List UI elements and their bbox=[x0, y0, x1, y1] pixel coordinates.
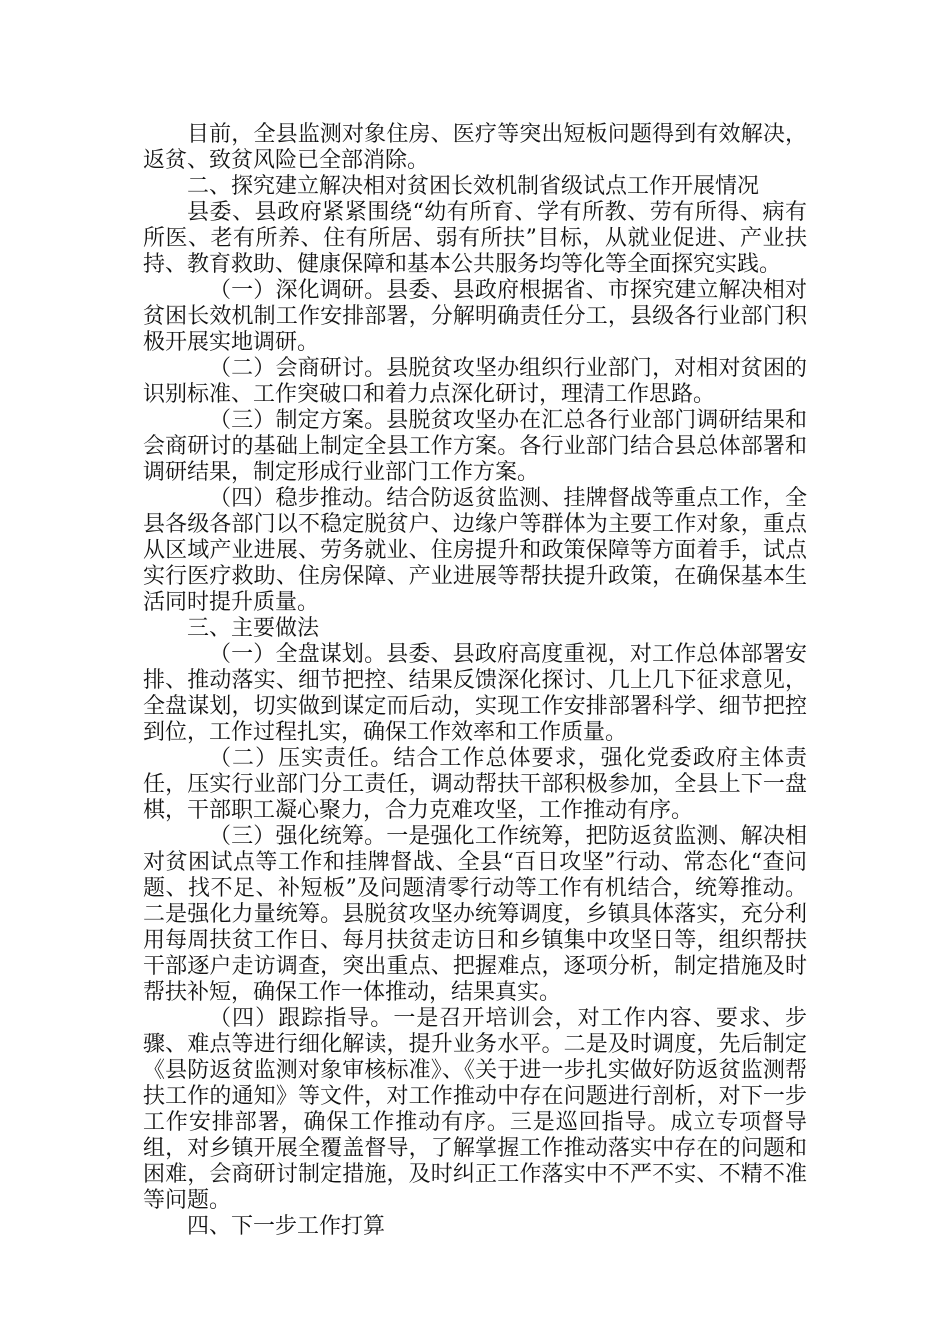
document-body bbox=[143, 122, 807, 1240]
paragraph-conclusion: 目前，全县监测对象住房、医疗等突出短板问题得到有效解决，返贫、致贫风险已全部消除。 bbox=[143, 122, 807, 173]
paragraph-method-1: （一）全盘谋划。县委、县政府高度重视，对工作总体部署安排、推动落实、细节把控、结果反馈深化探讨、几上几下征求意见，全盘谋划，切实做到谋定而后动，实现工作安排部署科学、细节把控到位，工作过程扎实，确保工作效率和工作质量。 bbox=[143, 642, 807, 745]
paragraph-method-4: （四）跟踪指导。一是召开培训会，对工作内容、要求、步骤、难点等进行细化解读，提升业务水平。二是及时调度，先后制定《县防返贫监测对象审核标准》、《关于进一步扎实做好防返贫监测帮扶工作的通知》等文件，对工作推动中存在问题进行剖析，对下一步工作安排部署，确保工作推动有序。三是巡回指导。成立专项督导组，对乡镇开展全覆盖督导，了解掌握工作推动落实中存在的问题和困难，会商研讨制定措施，及时纠正工作落实中不严不实、不精不准等问题。 bbox=[143, 1006, 807, 1213]
section-heading-3: 三、主要做法 bbox=[187, 616, 320, 641]
paragraph-method-2: （二）压实责任。结合工作总体要求，强化党委政府主体责任，压实行业部门分工责任，调动帮扶干部积极参加，全县上下一盘棋，干部职工凝心聚力，合力克难攻坚，工作推动有序。 bbox=[143, 746, 807, 823]
paragraph-item-4: （四）稳步推动。结合防返贫监测、挂牌督战等重点工作，全县各级各部门以不稳定脱贫户、边缘户等群体为主要工作对象，重点从区域产业进展、劳务就业、住房提升和政策保障等方面着手，试点实行医疗救助、住房保障、产业进展等帮扶提升政策，在确保基本生活同时提升质量。 bbox=[143, 486, 807, 615]
paragraph-intro: 县委、县政府紧紧围绕“幼有所育、学有所教、劳有所得、病有所医、老有所养、住有所居、弱有所扶”目标，从就业促进、产业扶持、教育救助、健康保障和基本公共服务均等化等全面探究实践。 bbox=[143, 200, 807, 277]
paragraph-item-3: （三）制定方案。县脱贫攻坚办在汇总各行业部门调研结果和会商研讨的基础上制定全县工作方案。各行业部门结合县总体部署和调研结果，制定形成行业部门工作方案。 bbox=[143, 408, 807, 485]
section-heading-4: 四、下一步工作打算 bbox=[187, 1214, 386, 1239]
paragraph-method-3: （三）强化统筹。一是强化工作统筹，把防返贫监测、解决相对贫困试点等工作和挂牌督战、全县“百日攻坚”行动、常态化“查问题、找不足、补短板”及问题清零行动等工作有机结合，统筹推动。二是强化力量统筹。县脱贫攻坚办统筹调度，乡镇具体落实，充分利用每周扶贫工作日、每月扶贫走访日和乡镇集中攻坚日等，组织帮扶干部逐户走访调查，突出重点、把握难点，逐项分析，制定措施及时帮扶补短，确保工作一体推动，结果真实。 bbox=[143, 824, 807, 1005]
paragraph-item-2: （二）会商研讨。县脱贫攻坚办组织行业部门，对相对贫困的识别标准、工作突破口和着力点深化研讨，理清工作思路。 bbox=[143, 356, 807, 407]
section-heading-2: 二、探究建立解决相对贫困长效机制省级试点工作开展情况 bbox=[187, 174, 760, 199]
paragraph-item-1: （一）深化调研。县委、县政府根据省、市探究建立解决相对贫困长效机制工作安排部署，分解明确责任分工，县级各行业部门积极开展实地调研。 bbox=[143, 278, 807, 355]
